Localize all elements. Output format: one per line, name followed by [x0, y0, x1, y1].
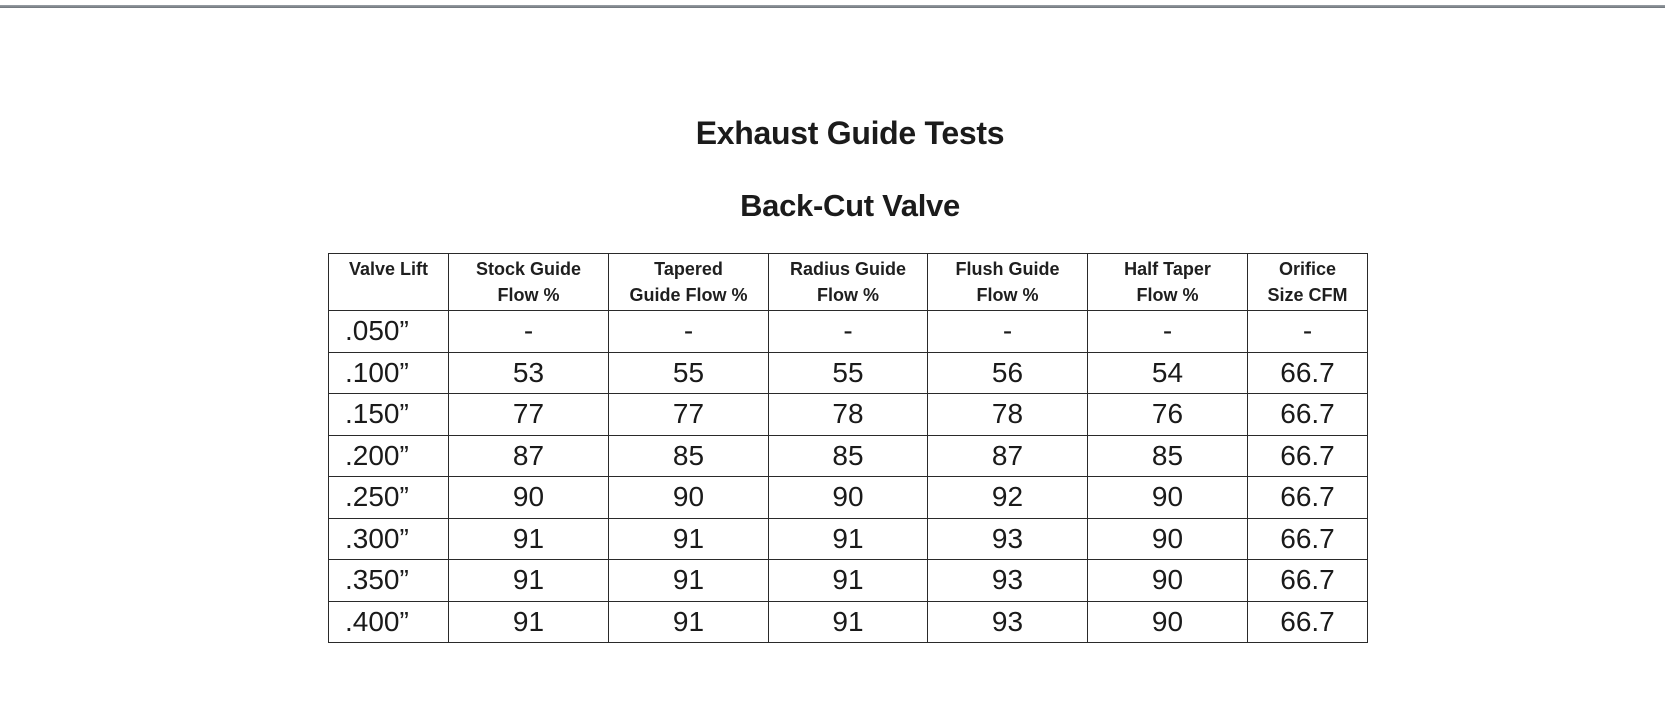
table-row [329, 394, 1368, 436]
flush-guide-cell: 56 [928, 352, 1088, 394]
header-line: Flush Guide [955, 259, 1060, 279]
flush-guide-cell: 87 [928, 435, 1088, 477]
table-row [329, 518, 1368, 560]
flush-guide-cell: 93 [928, 518, 1088, 560]
header-orifice-size [1248, 254, 1368, 311]
header-line: Orifice [1278, 259, 1337, 279]
half-taper-cell: 85 [1088, 435, 1248, 477]
orifice-size-cell: 66.7 [1248, 477, 1368, 519]
flush-guide-cell: 93 [928, 601, 1088, 643]
header-line: Half Taper [1124, 259, 1211, 279]
header-line: Flow % [1136, 285, 1199, 305]
orifice-size-cell: 66.7 [1248, 518, 1368, 560]
half-taper-cell: - [1088, 311, 1248, 353]
stock-guide-cell: - [449, 311, 609, 353]
table-row [329, 477, 1368, 519]
tapered-guide-cell: - [609, 311, 769, 353]
header-line: Size CFM [1267, 285, 1348, 305]
valve-lift-cell: .300” [329, 518, 449, 560]
document-title: Exhaust Guide Tests [695, 115, 1005, 151]
stock-guide-cell: 91 [449, 518, 609, 560]
header-line: Radius Guide [789, 259, 906, 279]
header-tapered-guide [609, 254, 769, 311]
half-taper-cell: 90 [1088, 518, 1248, 560]
header-stock-guide [449, 254, 609, 311]
table-row [329, 560, 1368, 602]
radius-guide-cell: 91 [769, 601, 928, 643]
header-half-taper [1088, 254, 1248, 311]
stock-guide-cell: 53 [449, 352, 609, 394]
header-line: Tapered [654, 259, 723, 279]
radius-guide-cell: 85 [769, 435, 928, 477]
tapered-guide-cell: 85 [609, 435, 769, 477]
radius-guide-cell: 55 [769, 352, 928, 394]
half-taper-cell: 76 [1088, 394, 1248, 436]
stock-guide-cell: 91 [449, 560, 609, 602]
top-rule [0, 5, 1665, 8]
table-row [329, 352, 1368, 394]
header-radius-guide [769, 254, 928, 311]
stock-guide-cell: 90 [449, 477, 609, 519]
table-row [329, 435, 1368, 477]
radius-guide-cell: 91 [769, 518, 928, 560]
orifice-size-cell: - [1248, 311, 1368, 353]
flush-guide-cell: 93 [928, 560, 1088, 602]
header-line: Guide Flow % [629, 285, 748, 305]
flush-guide-cell: 78 [928, 394, 1088, 436]
flush-guide-cell: - [928, 311, 1088, 353]
valve-lift-cell: .350” [329, 560, 449, 602]
stock-guide-cell: 87 [449, 435, 609, 477]
tapered-guide-cell: 91 [609, 518, 769, 560]
stock-guide-cell: 77 [449, 394, 609, 436]
radius-guide-cell: 91 [769, 560, 928, 602]
half-taper-cell: 90 [1088, 560, 1248, 602]
valve-lift-cell: .100” [329, 352, 449, 394]
radius-guide-cell: 78 [769, 394, 928, 436]
header-line: Stock Guide [475, 259, 582, 279]
header-line: Valve Lift [348, 259, 429, 279]
valve-lift-cell: .150” [329, 394, 449, 436]
tapered-guide-cell: 77 [609, 394, 769, 436]
half-taper-cell: 54 [1088, 352, 1248, 394]
header-line: Flow % [817, 285, 879, 305]
orifice-size-cell: 66.7 [1248, 560, 1368, 602]
exhaust-guide-table [328, 253, 1368, 643]
tapered-guide-cell: 91 [609, 601, 769, 643]
valve-lift-cell: .050” [329, 311, 449, 353]
orifice-size-cell: 66.7 [1248, 394, 1368, 436]
stock-guide-cell: 91 [449, 601, 609, 643]
orifice-size-cell: 66.7 [1248, 352, 1368, 394]
table-header-row [329, 254, 1368, 311]
table-row [329, 601, 1368, 643]
valve-lift-cell: .400” [329, 601, 449, 643]
valve-lift-cell: .250” [329, 477, 449, 519]
header-line: Flow % [497, 285, 560, 305]
tapered-guide-cell: 55 [609, 352, 769, 394]
table-row [329, 311, 1368, 353]
header-flush-guide [928, 254, 1088, 311]
half-taper-cell: 90 [1088, 477, 1248, 519]
orifice-size-cell: 66.7 [1248, 435, 1368, 477]
radius-guide-cell: 90 [769, 477, 928, 519]
half-taper-cell: 90 [1088, 601, 1248, 643]
header-valve-lift [329, 254, 449, 311]
header-line: Flow % [976, 285, 1039, 305]
radius-guide-cell: - [769, 311, 928, 353]
valve-lift-cell: .200” [329, 435, 449, 477]
tapered-guide-cell: 90 [609, 477, 769, 519]
document-subtitle: Back-Cut Valve [740, 188, 960, 223]
flush-guide-cell: 92 [928, 477, 1088, 519]
tapered-guide-cell: 91 [609, 560, 769, 602]
orifice-size-cell: 66.7 [1248, 601, 1368, 643]
